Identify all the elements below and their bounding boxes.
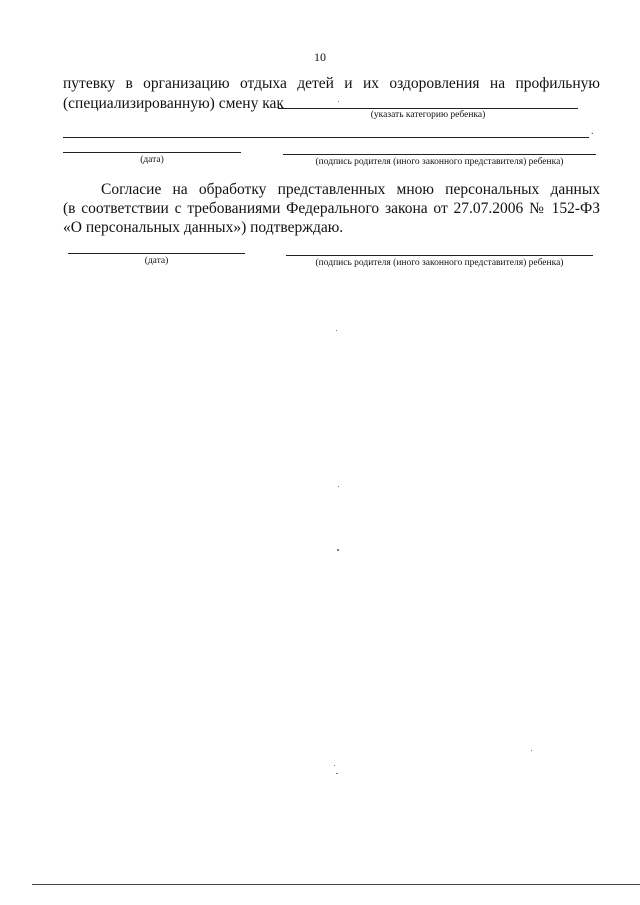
scan-speck: [338, 101, 339, 102]
end-dot: .: [591, 126, 594, 137]
scan-speck: [334, 765, 335, 766]
signature-line-1: [283, 154, 596, 155]
date-caption-1: (дата): [140, 155, 164, 165]
category-caption: (указать категорию ребенка): [370, 110, 486, 120]
date-line-1: [63, 152, 241, 153]
scan-speck: [337, 549, 339, 551]
date-caption-2: (дата): [144, 256, 169, 266]
page-number: 10: [314, 50, 326, 64]
scan-bottom-edge: [32, 884, 640, 885]
date-line-2: [68, 253, 245, 254]
paragraph-trip: [63, 74, 600, 94]
category-fill-line-2: [63, 137, 589, 138]
consent-line-2: (в соответствии с требованиями Федерального закона от 27.07.2006 № 152-ФЗ: [63, 200, 600, 217]
scan-speck: [338, 486, 339, 487]
signature-caption-2: (подпись родителя (иного законного представителя) ребенка): [315, 258, 564, 268]
scan-speck: [531, 750, 532, 751]
scan-speck: [336, 773, 338, 774]
paragraph-trip-line-1: путевку в организацию отдыха детей и их оздоровления на профильную: [63, 75, 600, 92]
paragraph-trip-line-2: (специализированную) смену как: [63, 95, 284, 112]
consent-line-1: Согласие на обработку представленных мною персональных данных: [101, 181, 600, 198]
scan-speck: [336, 330, 337, 331]
category-fill-line: [278, 108, 578, 109]
signature-line-2: [286, 255, 593, 256]
signature-caption-1: (подпись родителя (иного законного представителя) ребенка): [315, 157, 564, 167]
consent-paragraph: [63, 180, 600, 237]
consent-line-3: «О персональных данных») подтверждаю.: [63, 219, 344, 236]
